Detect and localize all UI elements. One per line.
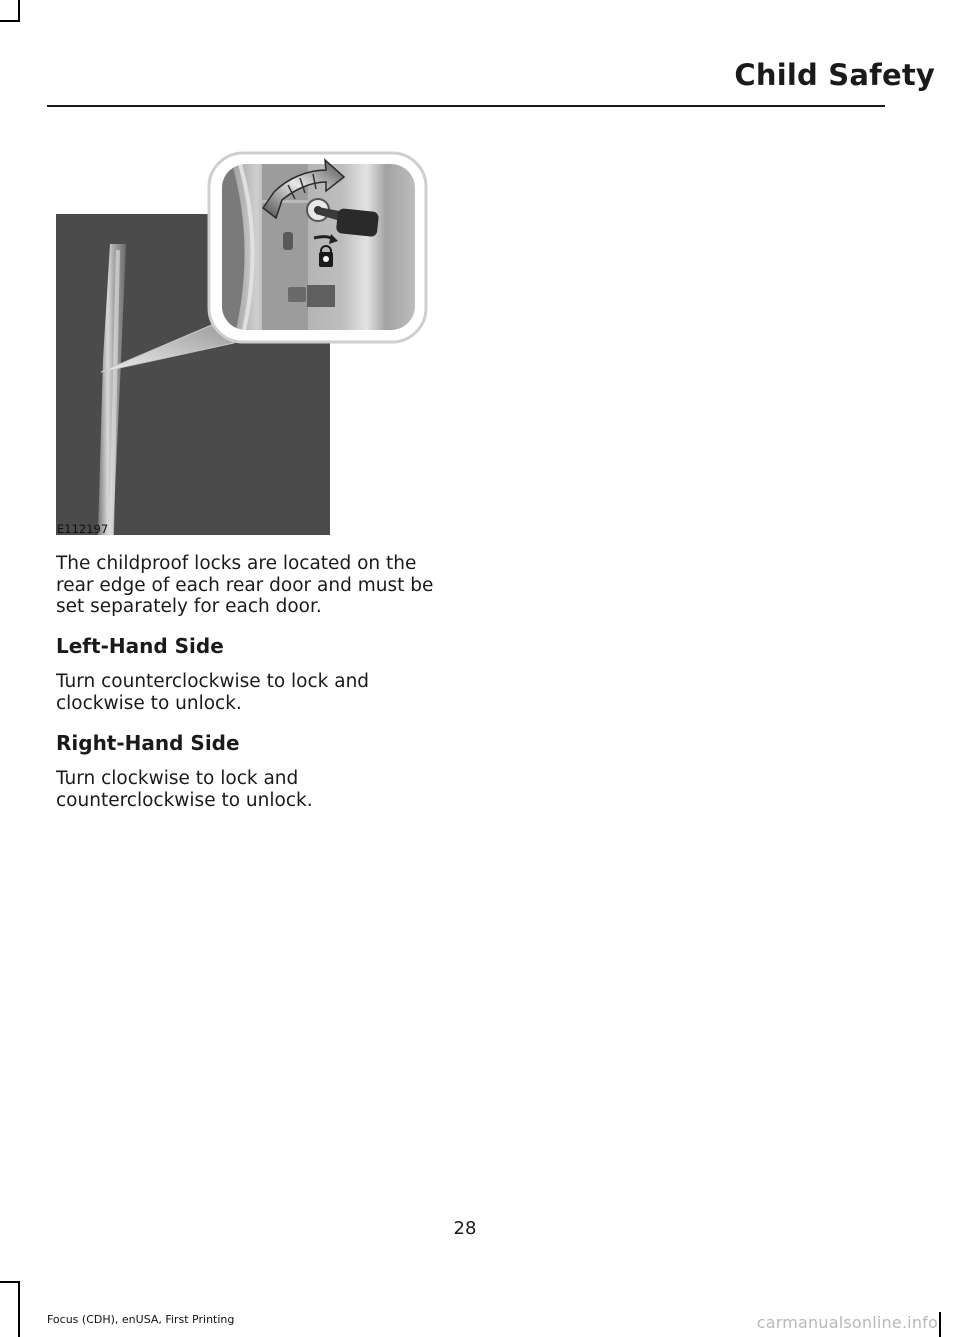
zoom-detail — [209, 153, 426, 342]
childproof-lock-illustration — [0, 0, 960, 545]
page-title: Child Safety — [734, 58, 935, 92]
edition-footer: Focus (CDH), enUSA, First Printing — [47, 1313, 235, 1326]
page-number: 28 — [453, 1218, 477, 1239]
intro-paragraph: The childproof locks are located on the rear edge of each rear door and must be set separately for each door. — [56, 553, 434, 618]
section-text-right-hand-side: Turn clockwise to lock and counterclockwise to unlock. — [56, 768, 313, 811]
section-heading-right-hand-side: Right-Hand Side — [56, 731, 240, 755]
crop-mark — [939, 1312, 941, 1337]
crop-mark — [18, 1281, 20, 1337]
figure-code: E112197 — [57, 522, 109, 536]
section-text-left-hand-side: Turn counterclockwise to lock and clockwise to unlock. — [56, 671, 370, 714]
crop-mark — [0, 1281, 20, 1283]
section-heading-left-hand-side: Left-Hand Side — [56, 634, 224, 658]
site-watermark[interactable]: carmanualsonline.info — [756, 1313, 938, 1332]
